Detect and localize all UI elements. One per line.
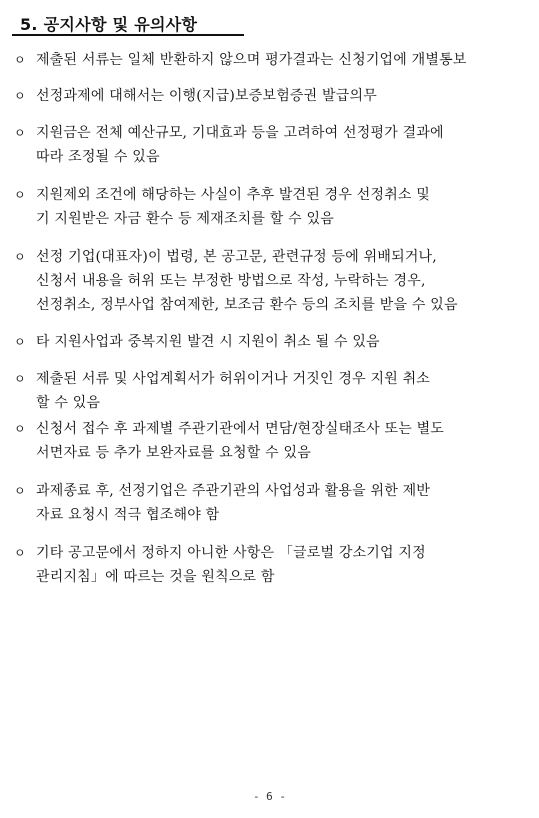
notice-item-10 (14, 541, 536, 589)
notice-item-7 (14, 367, 536, 415)
bullet-icon: ㅇ (14, 126, 26, 140)
notice-line: 할 수 있음 (36, 395, 101, 411)
bullet-icon: ㅇ (14, 188, 26, 202)
notice-line: 타 지원사업과 중복지원 발견 시 지원이 취소 될 수 있음 (36, 334, 380, 350)
bullet-icon: ㅇ (14, 372, 26, 386)
bullet-icon: ㅇ (14, 422, 26, 436)
bullet-icon: ㅇ (14, 53, 26, 67)
bullet-icon: ㅇ (14, 484, 26, 498)
notice-line: 제출된 서류는 일체 반환하지 않으며 평가결과는 신청기업에 개별통보 (36, 52, 467, 68)
notice-line: 지원제외 조건에 해당하는 사실이 추후 발견된 경우 선정취소 및 (36, 187, 431, 203)
notice-line: 자료 요청시 적극 협조해야 함 (36, 507, 220, 523)
notice-line: 따라 조정될 수 있음 (36, 149, 160, 165)
notice-line: 제출된 서류 및 사업계획서가 허위이거나 거짓인 경우 지원 취소 (36, 371, 431, 387)
notice-item-4 (14, 183, 536, 231)
notice-item-5 (14, 245, 536, 317)
notice-item-8 (14, 417, 536, 465)
bullet-icon: ㅇ (14, 250, 26, 264)
notice-item-3 (14, 121, 536, 169)
notice-item-9 (14, 479, 536, 527)
notice-line: 신청서 접수 후 과제별 주관기관에서 면담/현장실태조사 또는 별도 (36, 421, 445, 437)
notice-list (14, 48, 536, 589)
notice-line: 선정 기업(대표자)이 법령, 본 공고문, 관련규정 등에 위배되거나, (36, 249, 437, 265)
notice-line: 관리지침」에 따르는 것을 원칙으로 함 (36, 569, 275, 585)
bullet-icon: ㅇ (14, 335, 26, 349)
notice-line: 신청서 내용을 허위 또는 부정한 방법으로 작성, 누락하는 경우, (36, 273, 426, 289)
bullet-icon: ㅇ (14, 89, 26, 103)
notice-item-1 (14, 48, 536, 72)
notice-line: 기 지원받은 자금 환수 등 제재조치를 할 수 있음 (36, 211, 334, 227)
section-header (12, 8, 244, 36)
notice-line: 서면자료 등 추가 보완자료를 요청할 수 있음 (36, 445, 311, 461)
notice-line: 기타 공고문에서 정하지 아니한 사항은 「글로벌 강소기업 지정 (36, 545, 426, 561)
section-title: 5. 공지사항 및 유의사항 (20, 15, 198, 34)
page-number: - 6 - (252, 790, 287, 803)
notice-line: 선정취소, 정부사업 참여제한, 보조금 환수 등의 조치를 받을 수 있음 (36, 297, 458, 313)
notice-line: 과제종료 후, 선정기업은 주관기관의 사업성과 활용을 위한 제반 (36, 483, 431, 499)
bullet-icon: ㅇ (14, 546, 26, 560)
notice-line: 지원금은 전체 예산규모, 기대효과 등을 고려하여 선정평가 결과에 (36, 125, 444, 141)
notice-item-2 (14, 84, 536, 108)
notice-item-6 (14, 330, 536, 354)
notice-line: 선정과제에 대해서는 이행(지급)보증보험증권 발급의무 (36, 88, 377, 104)
